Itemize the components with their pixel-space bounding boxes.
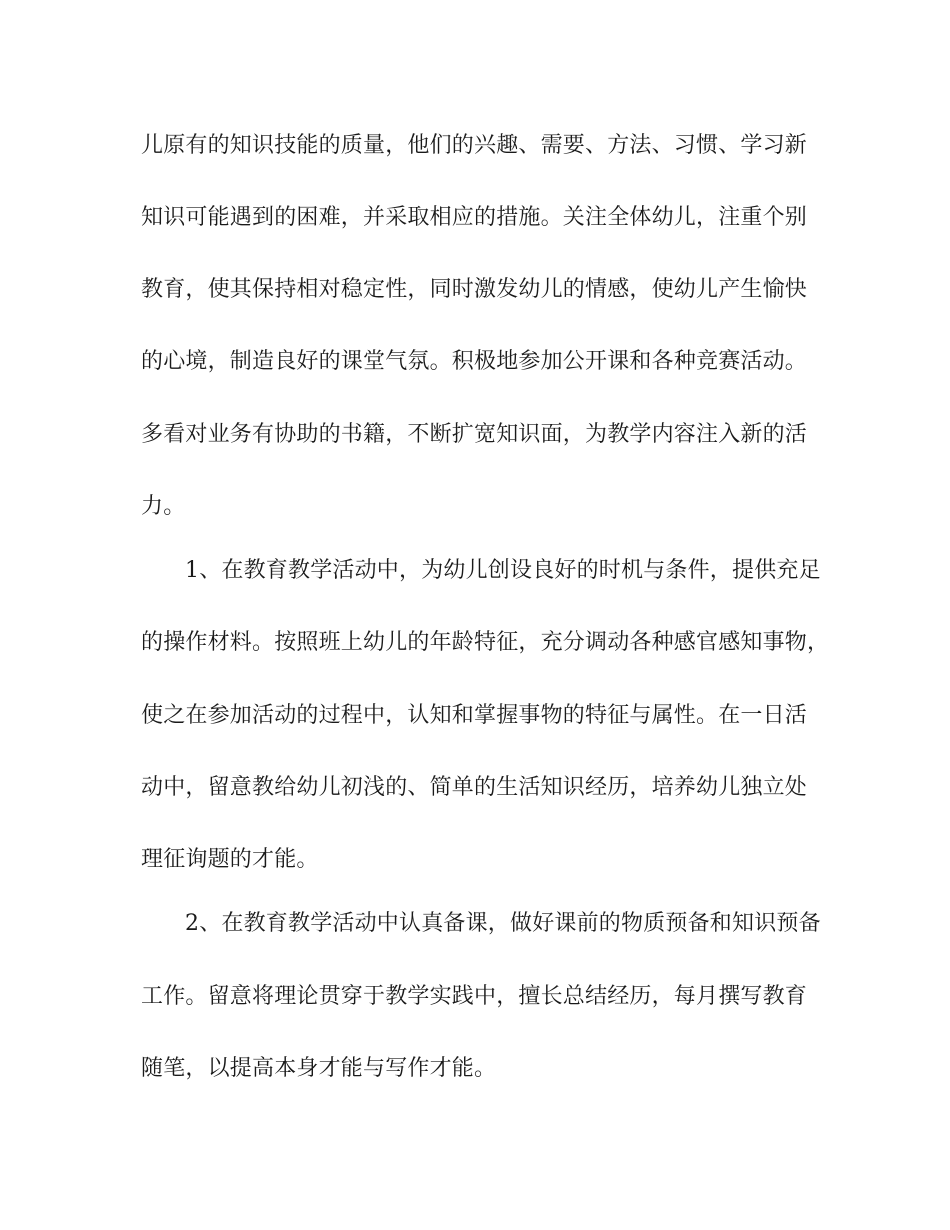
text-line: 使之在参加活动的过程中，认知和掌握事物的特征与属性。在一日活 (141, 703, 808, 728)
text-line: 理征询题的才能。 (141, 847, 319, 872)
paragraph-1-first-line: 1、在教育教学活动中，为幼儿创设良好的时机与条件，提供充足 (185, 558, 821, 583)
text-line: 动中，留意教给幼儿初浅的、简单的生活知识经历，培养幼儿独立处 (141, 775, 808, 800)
text-line: 随笔，以提高本身才能与写作才能。 (141, 1056, 497, 1081)
text-line: 工作。留意将理论贯穿于教学实践中，擅长总结经历，每月撰写教育 (141, 984, 808, 1009)
text-line: 的操作材料。按照班上幼儿的年龄特征，充分调动各种感官感知事物， (141, 630, 830, 655)
text-line: 力。 (141, 494, 186, 519)
text-line: 多看对业务有协助的书籍，不断扩宽知识面，为教学内容注入新的活 (141, 422, 808, 447)
text-line: 儿原有的知识技能的质量，他们的兴趣、需要、方法、习惯、学习新 (141, 133, 808, 158)
text-line: 教育，使其保持相对稳定性，同时激发幼儿的情感，使幼儿产生愉快 (141, 277, 808, 302)
text-line: 的心境，制造良好的课堂气氛。积极地参加公开课和各种竞赛活动。 (141, 349, 808, 374)
paragraph-2-first-line: 2、在教育教学活动中认真备课，做好课前的物质预备和知识预备 (185, 911, 821, 936)
text-line: 知识可能遇到的困难，并采取相应的措施。关注全体幼儿，注重个别 (141, 205, 808, 230)
